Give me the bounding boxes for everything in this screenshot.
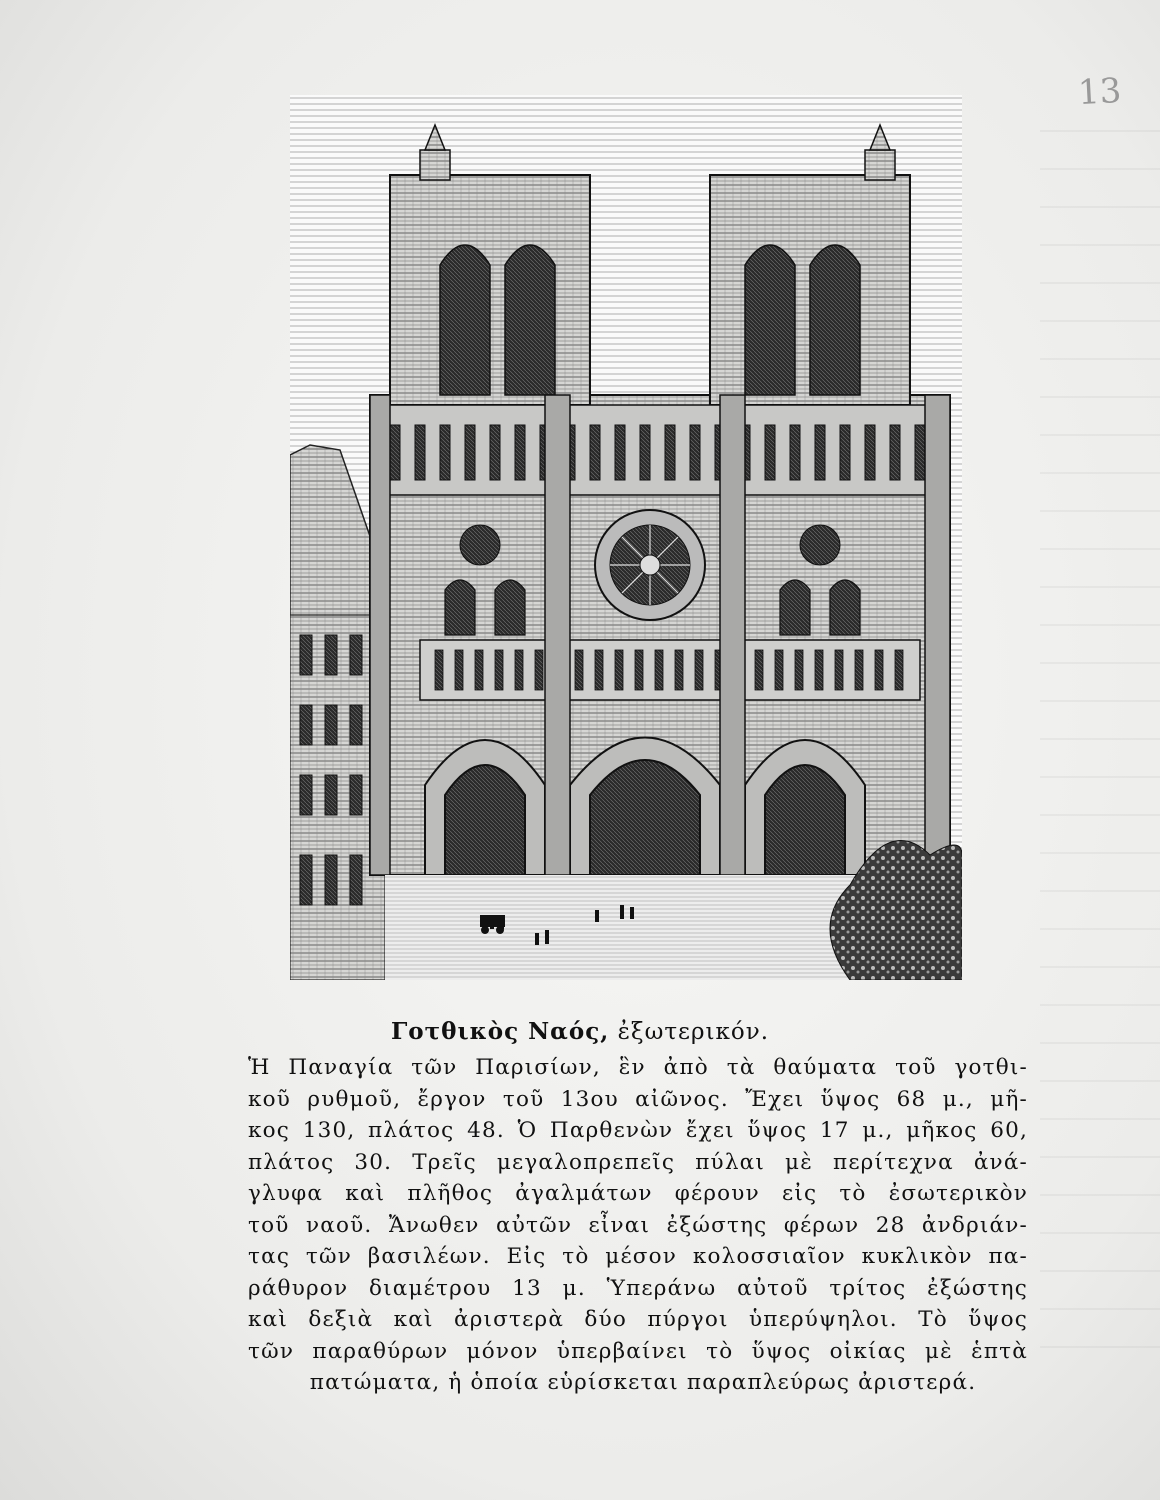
body-line: κος 130, πλάτος 48. Ὁ Παρθενὼν ἔχει ὕψος 17 μ., μῆκος 60, (248, 1118, 1028, 1143)
caption-title-bold: Γοτθικὸς Ναός, (390, 1018, 610, 1045)
cathedral-illustration (290, 95, 962, 980)
body-line: τῶν παραθύρων μόνον ὑπερβαίνει τὸ ὕψος οἰκίας μὲ ἑπτὰ (248, 1338, 1028, 1364)
body-line: πατώματα, ἡ ὁποία εὑρίσκεται παραπλεύρως ἀριστερά. (309, 1370, 977, 1395)
body-line: τοῦ ναοῦ. Ἄνωθεν αὐτῶν εἶναι ἐξώστης φέρων 28 ἀνδριάν- (248, 1212, 1028, 1238)
body-line: τας τῶν βασιλέων. Εἰς τὸ μέσον κολοσσιαῖον κυκλικὸν πα- (248, 1244, 1028, 1269)
body-line: Ἡ Παναγία τῶν Παρισίων, ἓν ἀπὸ τὰ θαύματα τοῦ γοτθι- (248, 1055, 1028, 1080)
bleed-through-text (1040, 130, 1160, 1380)
caption-body (248, 1052, 1028, 1399)
body-line: ράθυρον διαμέτρου 13 μ. Ὑπεράνω αὐτοῦ τρίτος ἐξώστης (248, 1275, 1028, 1301)
page-number: 13 (1076, 70, 1123, 114)
caption-title (0, 1018, 1160, 1045)
body-line: κοῦ ρυθμοῦ, ἔργον τοῦ 13ου αἰῶνος. Ἔχει ὕψος 68 μ., μῆ- (248, 1086, 1028, 1112)
gothic-cathedral-engraving-icon (290, 95, 962, 980)
body-line: πλάτος 30. Τρεῖς μεγαλοπρεπεῖς πύλαι μὲ περίτεχνα ἀνά- (248, 1149, 1028, 1175)
body-line: καὶ δεξιὰ καὶ ἀριστερὰ δύο πύργοι ὑπερύψηλοι. Τὸ ὕψος (248, 1307, 1028, 1332)
caption-title-rest: ἐξωτερικόν. (617, 1019, 770, 1045)
body-line: γλυφα καὶ πλῆθος ἀγαλμάτων φέρουν εἰς τὸ ἐσωτερικὸν (248, 1181, 1028, 1206)
